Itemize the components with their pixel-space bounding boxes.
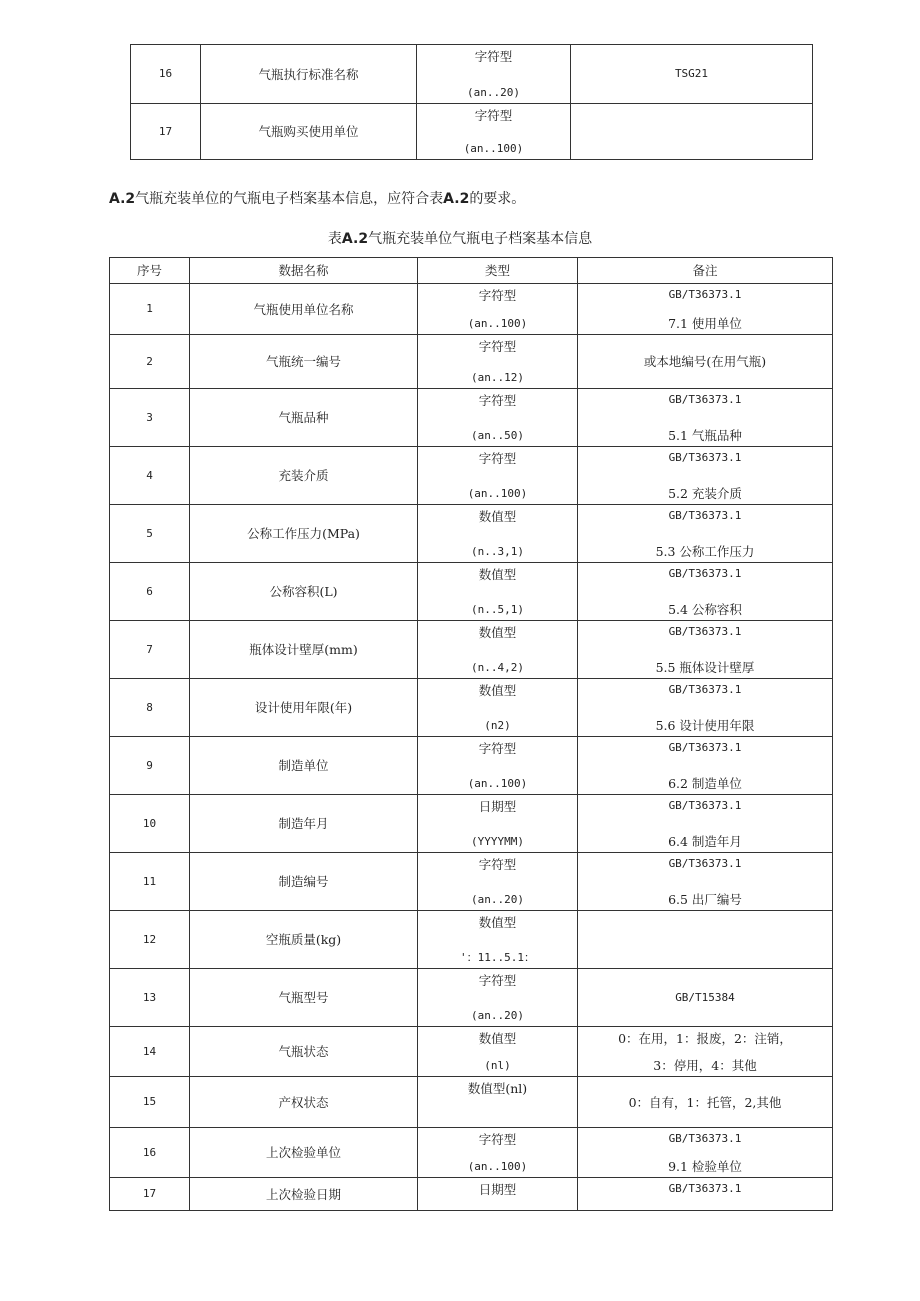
type-stack <box>422 799 573 849</box>
cell-no: 7 <box>110 621 190 679</box>
main-row <box>110 284 833 335</box>
main-row <box>110 1128 833 1178</box>
main-row <box>110 447 833 505</box>
note-stack <box>582 393 828 443</box>
type-label: 字符型 <box>478 856 517 872</box>
type-label: 日期型 <box>478 1181 517 1197</box>
type-label: 数值型 <box>478 508 517 524</box>
type-format: (YYYYMM) <box>471 835 524 849</box>
type-label: 字符型 <box>478 740 517 756</box>
main-row <box>110 853 833 911</box>
note-stack <box>582 1132 828 1174</box>
note-line: GB/T36373.1 <box>668 287 742 301</box>
cell-name: 气瓶统一编号 <box>190 335 418 389</box>
cell-type <box>418 679 578 737</box>
note-line: 3：停用，4：其他 <box>653 1057 757 1073</box>
cell-no: 6 <box>110 563 190 621</box>
cell-note <box>578 795 833 853</box>
note-line: 5.6 设计使用年限 <box>655 717 755 733</box>
note-line: GB/T36373.1 <box>668 508 742 522</box>
cell-type <box>418 389 578 447</box>
cell-name: 上次检验单位 <box>190 1128 418 1178</box>
cell-no: 17 <box>110 1178 190 1211</box>
note-stack <box>582 683 828 733</box>
note-line: 7.1 使用单位 <box>668 315 742 331</box>
type-stack <box>422 1132 573 1174</box>
cell-note <box>578 679 833 737</box>
type-label: 数值型(nl) <box>467 1080 528 1096</box>
type-label: 数值型 <box>478 1030 517 1046</box>
main-row <box>110 335 833 389</box>
cell-note <box>578 335 833 389</box>
top-table <box>130 44 813 160</box>
type-stack <box>421 49 566 100</box>
cell-name: 气瓶型号 <box>190 969 418 1027</box>
cell-type <box>418 284 578 335</box>
main-row <box>110 679 833 737</box>
main-row <box>110 389 833 447</box>
type-label: 数值型 <box>478 682 517 698</box>
type-label: 字符型 <box>478 450 517 466</box>
cell-no: 1 <box>110 284 190 335</box>
type-stack <box>422 339 573 385</box>
cell-no: 4 <box>110 447 190 505</box>
cell-type <box>418 911 578 969</box>
note-line: TSG21 <box>674 67 709 81</box>
cell-name: 制造编号 <box>190 853 418 911</box>
type-format: (an..100) <box>467 1160 528 1174</box>
note-stack <box>582 973 828 1023</box>
note-line: 6.5 出厂编号 <box>668 891 742 907</box>
top-row <box>131 104 813 160</box>
note-line: GB/T36373.1 <box>668 566 742 580</box>
type-format: (an..20) <box>471 893 524 907</box>
note-stack <box>582 625 828 675</box>
cell-note <box>578 1077 833 1128</box>
cell-name: 气瓶执行标准名称 <box>201 45 417 104</box>
cell-note <box>578 1128 833 1178</box>
note-line: GB/T15384 <box>675 990 735 1004</box>
cell-note <box>578 621 833 679</box>
type-stack <box>422 973 573 1023</box>
caption-prefix: 表 <box>327 231 342 247</box>
cell-no: 12 <box>110 911 190 969</box>
cell-note <box>578 389 833 447</box>
table-caption <box>0 228 920 248</box>
cell-type <box>417 104 571 160</box>
note-stack <box>582 857 828 907</box>
type-stack <box>422 625 573 675</box>
paragraph-suffix: 的要求。 <box>469 191 526 207</box>
type-label: 日期型 <box>478 798 517 814</box>
cell-type <box>418 335 578 389</box>
cell-no: 2 <box>110 335 190 389</box>
note-stack <box>575 49 808 100</box>
note-line: 0：在用，1：报废，2：注销， <box>618 1030 792 1046</box>
main-row <box>110 737 833 795</box>
cell-note <box>578 737 833 795</box>
note-stack <box>582 567 828 617</box>
type-label: 数值型 <box>478 914 517 930</box>
cell-type <box>418 737 578 795</box>
note-line: 5.4 公称容积 <box>668 601 742 617</box>
note-stack <box>582 509 828 559</box>
note-stack <box>582 799 828 849</box>
cell-type <box>417 45 571 104</box>
type-format: (n..5,1) <box>471 603 524 617</box>
cell-name: 瓶体设计壁厚(mm) <box>190 621 418 679</box>
type-label: 字符型 <box>474 48 513 64</box>
cell-type <box>418 447 578 505</box>
type-label: 字符型 <box>478 972 517 988</box>
cell-type <box>418 853 578 911</box>
note-line: GB/T36373.1 <box>668 1131 742 1145</box>
type-stack <box>422 451 573 501</box>
cell-no: 17 <box>131 104 201 160</box>
cell-type <box>418 505 578 563</box>
note-stack <box>582 741 828 791</box>
type-label: 字符型 <box>478 338 517 354</box>
type-stack <box>422 1081 573 1124</box>
cell-no: 14 <box>110 1027 190 1077</box>
cell-name: 气瓶品种 <box>190 389 418 447</box>
note-stack <box>582 288 828 331</box>
note-line: 0：自有，1：托管，2,其他 <box>628 1094 782 1110</box>
type-stack <box>422 741 573 791</box>
note-line: GB/T36373.1 <box>668 624 742 638</box>
type-format: (an..100) <box>467 777 528 791</box>
note-line: GB/T36373.1 <box>668 1181 742 1195</box>
header-row <box>110 258 833 284</box>
paragraph-prefix: A.2 <box>109 191 136 207</box>
type-label: 字符型 <box>478 287 517 303</box>
type-stack <box>422 1031 573 1073</box>
paragraph-text: 气瓶充装单位的气瓶电子档案基本信息，应符合表 <box>135 191 444 207</box>
type-format: (an..12) <box>471 371 524 385</box>
cell-no: 16 <box>110 1128 190 1178</box>
type-format: (an..100) <box>467 317 528 331</box>
note-line: 5.5 瓶体设计壁厚 <box>655 659 755 675</box>
note-line: GB/T36373.1 <box>668 682 742 696</box>
main-row <box>110 969 833 1027</box>
type-format: (n2) <box>484 719 511 733</box>
note-line: GB/T36373.1 <box>668 740 742 754</box>
caption-ref: A.2 <box>341 231 369 247</box>
main-row <box>110 1077 833 1128</box>
cell-type <box>418 1027 578 1077</box>
type-stack <box>422 509 573 559</box>
type-stack <box>421 108 566 156</box>
type-stack <box>422 393 573 443</box>
cell-type <box>418 621 578 679</box>
cell-note <box>578 447 833 505</box>
note-line: 5.1 气瓶品种 <box>668 427 742 443</box>
cell-note <box>571 104 813 160</box>
note-line: GB/T36373.1 <box>668 450 742 464</box>
cell-name: 气瓶购买使用单位 <box>201 104 417 160</box>
cell-type <box>418 563 578 621</box>
cell-name: 设计使用年限(年) <box>190 679 418 737</box>
note-line: 或本地编号(在用气瓶) <box>643 354 767 369</box>
note-line: 6.2 制造单位 <box>668 775 742 791</box>
note-stack <box>582 1182 828 1207</box>
type-label: 数值型 <box>478 566 517 582</box>
type-stack <box>422 567 573 617</box>
cell-name: 公称容积(L) <box>190 563 418 621</box>
cell-note <box>578 284 833 335</box>
cell-note <box>571 45 813 104</box>
cell-type <box>418 969 578 1027</box>
note-line: GB/T36373.1 <box>668 856 742 870</box>
note-line: 9.1 检验单位 <box>668 1158 742 1174</box>
main-row <box>110 1178 833 1211</box>
cell-no: 15 <box>110 1077 190 1128</box>
type-format: (n..3,1) <box>471 545 524 559</box>
cell-name: 气瓶状态 <box>190 1027 418 1077</box>
type-stack <box>422 1182 573 1207</box>
type-format: (nl) <box>484 1059 511 1073</box>
type-label: 字符型 <box>474 107 513 123</box>
header-name: 数据名称 <box>190 258 418 284</box>
cell-name: 空瓶质量(kg) <box>190 911 418 969</box>
note-line: 5.3 公称工作压力 <box>655 543 755 559</box>
type-format: (an..50) <box>471 429 524 443</box>
type-label: 数值型 <box>478 624 517 640</box>
main-row <box>110 1027 833 1077</box>
type-format: (an..100) <box>467 487 528 501</box>
note-stack <box>582 1081 828 1124</box>
note-stack <box>582 339 828 385</box>
note-stack <box>582 451 828 501</box>
type-stack <box>422 915 573 965</box>
main-row <box>110 505 833 563</box>
cell-type <box>418 1077 578 1128</box>
cell-no: 10 <box>110 795 190 853</box>
cell-name: 制造年月 <box>190 795 418 853</box>
cell-note <box>578 969 833 1027</box>
cell-note <box>578 563 833 621</box>
type-label: 字符型 <box>478 1131 517 1147</box>
section-paragraph <box>109 188 525 208</box>
type-stack <box>422 857 573 907</box>
type-format: (n..4,2) <box>471 661 524 675</box>
cell-type <box>418 795 578 853</box>
main-row <box>110 621 833 679</box>
cell-name: 气瓶使用单位名称 <box>190 284 418 335</box>
type-label: 字符型 <box>478 392 517 408</box>
main-row <box>110 795 833 853</box>
note-stack <box>582 1031 828 1073</box>
note-line: 6.4 制造年月 <box>668 833 742 849</box>
top-row <box>131 45 813 104</box>
cell-no: 8 <box>110 679 190 737</box>
main-row <box>110 563 833 621</box>
caption-text: 气瓶充装单位气瓶电子档案基本信息 <box>368 231 593 247</box>
main-table <box>109 257 833 1211</box>
cell-note <box>578 505 833 563</box>
cell-no: 16 <box>131 45 201 104</box>
type-stack <box>422 683 573 733</box>
type-format: '：11..5.1： <box>460 951 535 965</box>
cell-note <box>578 1027 833 1077</box>
cell-no: 5 <box>110 505 190 563</box>
main-row <box>110 911 833 969</box>
cell-name: 制造单位 <box>190 737 418 795</box>
cell-name: 充装介质 <box>190 447 418 505</box>
header-type: 类型 <box>418 258 578 284</box>
cell-name: 上次检验日期 <box>190 1178 418 1211</box>
cell-no: 13 <box>110 969 190 1027</box>
cell-note <box>578 1178 833 1211</box>
cell-note <box>578 853 833 911</box>
header-note: 备注 <box>578 258 833 284</box>
note-line: GB/T36373.1 <box>668 392 742 406</box>
cell-no: 9 <box>110 737 190 795</box>
cell-name: 产权状态 <box>190 1077 418 1128</box>
cell-note <box>578 911 833 969</box>
header-no: 序号 <box>110 258 190 284</box>
cell-no: 11 <box>110 853 190 911</box>
cell-name: 公称工作压力(MPa) <box>190 505 418 563</box>
cell-type <box>418 1178 578 1211</box>
note-line: 5.2 充装介质 <box>668 485 742 501</box>
type-format: (an..20) <box>467 86 520 100</box>
cell-type <box>418 1128 578 1178</box>
note-line: GB/T36373.1 <box>668 798 742 812</box>
paragraph-ref: A.2 <box>443 191 470 207</box>
type-format: (an..20) <box>471 1009 524 1023</box>
type-stack <box>422 288 573 331</box>
type-format: (an..100) <box>463 142 524 156</box>
cell-no: 3 <box>110 389 190 447</box>
